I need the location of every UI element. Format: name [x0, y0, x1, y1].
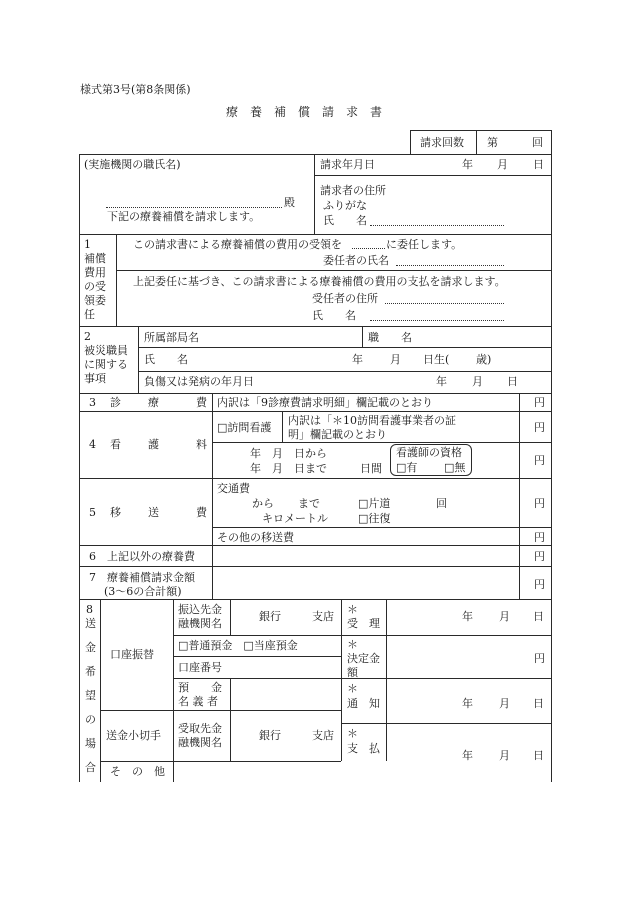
s4-visit-divider	[282, 411, 283, 442]
s8-line2	[173, 656, 341, 657]
s8-holder-label-2: 名 義 者	[178, 695, 218, 708]
s5-oneway-checkbox[interactable]: □片道	[358, 497, 391, 510]
accept-month: 月	[499, 610, 510, 623]
s8-label-6: の	[85, 713, 96, 726]
pay-day: 日	[533, 749, 544, 762]
s1-delegator-field[interactable]	[396, 265, 504, 266]
notify-label: 通 知	[347, 697, 380, 710]
s6-no: 6	[89, 550, 96, 563]
s1-label-6: 任	[84, 308, 95, 321]
s2-dept-divider	[362, 326, 363, 347]
s8-label-2: 送	[85, 617, 96, 630]
s8-label-7: 場	[85, 737, 96, 750]
s1-label-2: 補償	[84, 252, 106, 265]
s3-yen: 円	[534, 396, 545, 409]
form-title: 療 養 補 償 請 求 書	[226, 105, 383, 119]
s4-qual-no-checkbox[interactable]: □無	[444, 461, 466, 474]
notify-mark: ＊	[347, 682, 358, 695]
s4-c3: 料	[196, 438, 207, 451]
s1-mid-line	[116, 270, 551, 271]
header-bottom	[79, 234, 551, 235]
pay-label: 支 払	[347, 742, 380, 755]
accept-day: 日	[533, 610, 544, 623]
s5-transport-label: 交通費	[217, 482, 250, 495]
s8-line5	[100, 761, 341, 762]
s1-delegator-label: 委任者の氏名	[323, 254, 389, 267]
frame-right	[551, 130, 552, 782]
s5-c1: 移	[110, 506, 121, 519]
s3-c2: 療	[148, 396, 159, 409]
s8-recv-label-2: 融機関名	[178, 736, 222, 749]
s8-recv-divider	[230, 710, 231, 761]
s2-injury-label: 負傷又は発病の年月日	[144, 375, 254, 388]
s2-age: 歳)	[476, 353, 492, 366]
request-date-label: 請求年月日	[320, 158, 375, 171]
pay-mark: ＊	[347, 727, 358, 740]
s2-injury-day: 日	[507, 375, 518, 388]
s7-no: 7	[89, 571, 96, 584]
s2-label-2: 被災職員	[84, 344, 128, 357]
decide-yen: 円	[534, 652, 545, 665]
requester-address-label: 請求者の住所	[320, 184, 386, 197]
s2-birth-year: 年	[352, 353, 363, 366]
s8-bank-divider-a	[230, 599, 231, 635]
s8-recv-shiten: 支店	[312, 729, 334, 742]
decide-label-1: 決定金	[347, 652, 380, 665]
frame-left	[79, 154, 80, 782]
s8-holder-label-1: 預 金	[178, 681, 222, 694]
request-date-year: 年	[462, 158, 473, 171]
decide-label-2: 額	[347, 666, 358, 679]
institution-field[interactable]	[106, 207, 282, 208]
s3-bottom	[79, 411, 551, 412]
s8-right-line	[341, 723, 551, 724]
s8-label-1: 8	[86, 603, 93, 616]
s2-injury-year: 年	[436, 375, 447, 388]
s4-c1: 看	[110, 438, 121, 451]
s2-dept-label: 所属部局名	[144, 331, 199, 344]
s8-label-5: 望	[85, 689, 96, 702]
s1-trustee-address-field[interactable]	[385, 303, 504, 304]
count-kai: 回	[532, 136, 543, 149]
s1-label-3: 費用	[84, 266, 106, 279]
s8-recv-label-1: 受取先金	[178, 722, 222, 735]
s8-recv-ginko: 銀行	[259, 729, 281, 742]
header-divider	[314, 154, 315, 234]
s1-trustee-address-label: 受任者の住所	[312, 292, 378, 305]
s8-bank-label-1: 振込先金	[178, 603, 222, 616]
accept-label: 受 理	[347, 617, 380, 630]
s2-label-4: 事項	[84, 372, 106, 385]
s4-visit-checkbox[interactable]: □訪問看護	[217, 421, 272, 434]
s8-label-3: 金	[85, 641, 96, 654]
s2-line2	[138, 371, 551, 372]
s5-no: 5	[89, 506, 96, 519]
s5-round-checkbox[interactable]: □往復	[358, 512, 391, 525]
request-date-day: 日	[533, 158, 544, 171]
s2-birth-day: 日生(	[423, 353, 450, 366]
s8-label-8: 合	[85, 761, 96, 774]
s4-days: 日間	[360, 462, 382, 475]
request-date-month: 月	[497, 158, 508, 171]
request-statement: 下記の療養補償を請求します。	[107, 210, 261, 223]
s5-transport-yen: 円	[534, 497, 545, 510]
s2-line1	[138, 347, 551, 348]
s8-bank-shiten: 支店	[312, 610, 334, 623]
s6-yen: 円	[534, 550, 545, 563]
s3-no: 3	[89, 396, 96, 409]
s4-yen: 円	[534, 454, 545, 467]
requester-name-field[interactable]	[370, 225, 504, 226]
s1-label-4: の受	[84, 280, 106, 293]
s1-delegate-text-a: この請求書による療養補償の費用の受領を	[133, 238, 342, 251]
s1-trustee-name-label: 氏 名	[312, 309, 356, 322]
s2-label-1: 2	[84, 330, 91, 343]
s8-holder-divider	[230, 678, 231, 710]
header-date-line	[314, 175, 551, 176]
s8-account-type-checkbox[interactable]: □普通預金 □当座預金	[178, 639, 298, 652]
s1-trustee-name-field[interactable]	[370, 320, 504, 321]
s7-label: 療養補償請求金額	[107, 571, 195, 584]
dono-label: 殿	[284, 196, 295, 209]
s8-transfer-label: 口座振替	[110, 648, 154, 661]
furigana-label: ふりがな	[323, 199, 367, 212]
notify-day: 日	[533, 697, 544, 710]
notify-year: 年	[462, 697, 473, 710]
s4-visit-note-1: 内訳は「＊10訪問看護事業者の証	[288, 414, 456, 427]
s4-to: 年 月 日まで	[250, 462, 327, 475]
s2-label-3: に関する	[84, 358, 128, 371]
s6-label: 上記以外の療養費	[107, 550, 195, 563]
s1-label-5: 領委	[84, 294, 106, 307]
col-yen-divider	[519, 393, 520, 599]
s8-right-label-divider	[386, 599, 387, 761]
s8-line1	[173, 635, 551, 636]
s1-delegate-text-b: に委任します。	[386, 238, 463, 251]
s2-name-label: 氏 名	[144, 353, 188, 366]
institution-label: (実施機関の職氏名)	[84, 158, 181, 171]
requester-name-label: 氏 名	[323, 214, 367, 227]
s4-visit-note-2: 明」欄記載のとおり	[288, 428, 387, 441]
s1-label-divider	[116, 234, 117, 326]
s4-bottom	[79, 478, 551, 479]
s8-line4	[100, 710, 341, 711]
s5-from: から	[252, 497, 274, 510]
notify-month: 月	[499, 697, 510, 710]
s4-qual-label: 看護師の資格	[396, 446, 462, 459]
decide-mark: ＊	[347, 638, 358, 651]
s7-bottom	[79, 599, 551, 600]
s8-label-divider	[100, 599, 101, 782]
s4-visit-yen: 円	[534, 421, 545, 434]
s4-mid-line	[212, 442, 551, 443]
s5-c3: 費	[196, 506, 207, 519]
s4-c2: 護	[148, 438, 159, 451]
s5-times: 回	[436, 497, 447, 510]
s2-birth-month: 月	[390, 353, 401, 366]
count-box-top	[410, 130, 551, 131]
s2-bottom	[79, 393, 551, 394]
s2-post-label: 職 名	[368, 331, 412, 344]
s3-detail: 内訳は「9診療費請求明細」欄記載のとおり	[217, 396, 433, 409]
form-number: 様式第3号(第8条関係)	[80, 83, 191, 96]
s1-label-1: 1	[84, 238, 91, 251]
s2-injury-month: 月	[472, 375, 483, 388]
s4-no: 4	[89, 438, 96, 451]
s8-check-label: 送金小切手	[106, 729, 161, 742]
s8-line3	[173, 678, 551, 679]
s1-payment-text: 上記委任に基づき、この請求書による療養補償の費用の支払を請求します。	[133, 275, 506, 288]
pay-year: 年	[462, 749, 473, 762]
s8-bank-label-2: 融機関名	[178, 617, 222, 630]
s6-bottom	[79, 566, 551, 567]
accept-mark: ＊	[347, 603, 358, 616]
s8-other-label: そ の 他	[110, 765, 165, 778]
s5-other-label: その他の移送費	[217, 531, 294, 544]
s8-label-4: 希	[85, 665, 96, 678]
s8-method-divider	[173, 599, 174, 782]
frame-top	[79, 154, 551, 155]
s5-bottom	[79, 545, 551, 546]
s4-qual-yes-checkbox[interactable]: □有	[396, 461, 418, 474]
s3-c3: 費	[196, 396, 207, 409]
count-dai: 第	[487, 136, 498, 149]
s5-mid-line	[212, 527, 551, 528]
s8-account-no-label: 口座番号	[178, 661, 222, 674]
count-box-left	[410, 130, 411, 154]
s3-c1: 診	[110, 396, 121, 409]
col-label-divider	[212, 393, 213, 599]
accept-year: 年	[462, 610, 473, 623]
s8-right-divider	[341, 599, 342, 761]
s5-km: キロメートル	[262, 512, 328, 525]
s7-yen: 円	[534, 578, 545, 591]
s4-from: 年 月 日から	[250, 447, 327, 460]
s1-bottom	[79, 326, 551, 327]
pay-month: 月	[499, 749, 510, 762]
s5-c2: 送	[148, 506, 159, 519]
s7-sub: (3〜6の合計額)	[104, 585, 182, 598]
s5-other-yen: 円	[534, 531, 545, 544]
s2-label-divider	[138, 326, 139, 393]
s5-to: まで	[298, 497, 320, 510]
count-box-divider	[476, 130, 477, 154]
s1-delegate-field[interactable]	[352, 248, 385, 249]
s8-bank-ginko: 銀行	[259, 610, 281, 623]
count-label: 請求回数	[420, 136, 464, 149]
